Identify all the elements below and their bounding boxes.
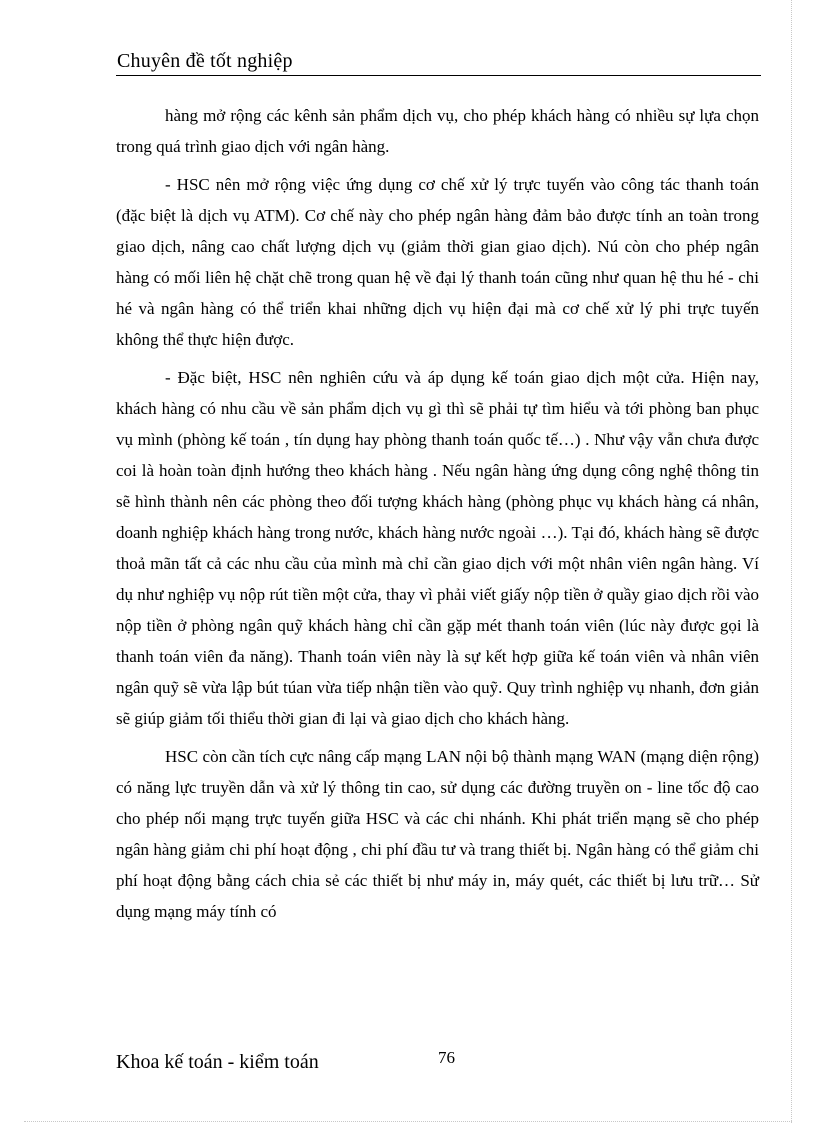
header-title: Chuyên đề tốt nghiệp [117, 50, 293, 72]
footer-department: Khoa kế toán - kiểm toán [116, 1051, 319, 1073]
paragraph-one-stop-accounting: - Đặc biệt, HSC nên nghiên cứu và áp dụng kế toán giao dịch một cửa. Hiện nay, khách hàng có nhu cầu về sản phẩm dịch vụ gì thì sẽ phải tự tìm hiểu và tới phòng ban phục vụ mình (phòng kế toán , tín dụng hay phòng thanh toán quốc tế…) . Như vậy vẫn chưa được coi là hoàn toàn định hướng theo khách hàng . Nếu ngân hàng ứng dụng công nghệ thông tin sẽ hình thành nên các phòng theo đối tượng khách hàng (phòng phục vụ khách hàng cá nhân, doanh nghiệp khách hàng trong nước, khách hàng nước ngoài …). Tại đó, khách hàng sẽ được thoả mãn tất cả các nhu cầu của mình mà chỉ cần giao dịch với một nhân viên ngân hàng. Ví dụ như nghiệp vụ nộp rút tiền một cửa, thay vì phải viết giấy nộp tiền ở quầy giao dịch rồi vào nộp tiền ở phòng ngân quỹ khách hàng chỉ cần gặp mét thanh toán viên (lúc này được gọi là thanh toán viên đa năng). Thanh toán viên này là sự kết hợp giữa kế toán viên và nhân viên ngân quỹ sẽ vừa lập bút túan vừa tiếp nhận tiền vào quỹ. Quy trình nghiệp vụ nhanh, đơn giản sẽ giúp giảm tối thiểu thời gian đi lại và giao dịch cho khách hàng. [116, 368, 759, 728]
page-edge-right [791, 0, 792, 1123]
paragraph-gap [116, 734, 759, 741]
paragraph-network-upgrade: HSC còn cần tích cực nâng cấp mạng LAN nội bộ thành mạng WAN (mạng diện rộng) có năng lực truyền dẫn và xử lý thông tin cao, sử dụng các đường truyền on - line tốc độ cao cho phép nối mạng trực tuyến giữa HSC và các chi nhánh. Khi phát triển mạng sẽ cho phép ngân hàng giảm chi phí hoạt động , chi phí đầu tư và trang thiết bị. Ngân hàng có thể giảm chi phí hoạt động bằng cách chia sẻ các thiết bị như máy in, máy quét, các thiết bị lưu trữ… Sử dụng mạng máy tính có [116, 747, 759, 921]
page-number: 76 [438, 1048, 455, 1067]
page-edge-bottom [24, 1121, 792, 1122]
paragraph-gap [116, 355, 759, 362]
paragraph-online-processing: - HSC nên mở rộng việc ứng dụng cơ chế xử lý trực tuyến vào công tác thanh toán (đặc biệt là dịch vụ ATM). Cơ chế này cho phép ngân hàng đảm bảo được tính an toàn trong giao dịch, nâng cao chất lượng dịch vụ (giảm thời gian giao dịch). Nú còn cho phép ngân hàng có mối liên hệ chặt chẽ trong quan hệ về đại lý thanh toán cũng như quan hệ thu hé - chi hé và ngân hàng có thể triển khai những dịch vụ hiện đại mà cơ chế xử lý phi trực tuyến không thể thực hiện được. [116, 175, 759, 349]
document-body [116, 100, 759, 927]
paragraph-gap [116, 162, 759, 169]
paragraph-continuation: hàng mở rộng các kênh sản phẩm dịch vụ, cho phép khách hàng có nhiều sự lựa chọn trong quá trình giao dịch với ngân hàng. [116, 106, 759, 156]
page-header [116, 47, 761, 76]
